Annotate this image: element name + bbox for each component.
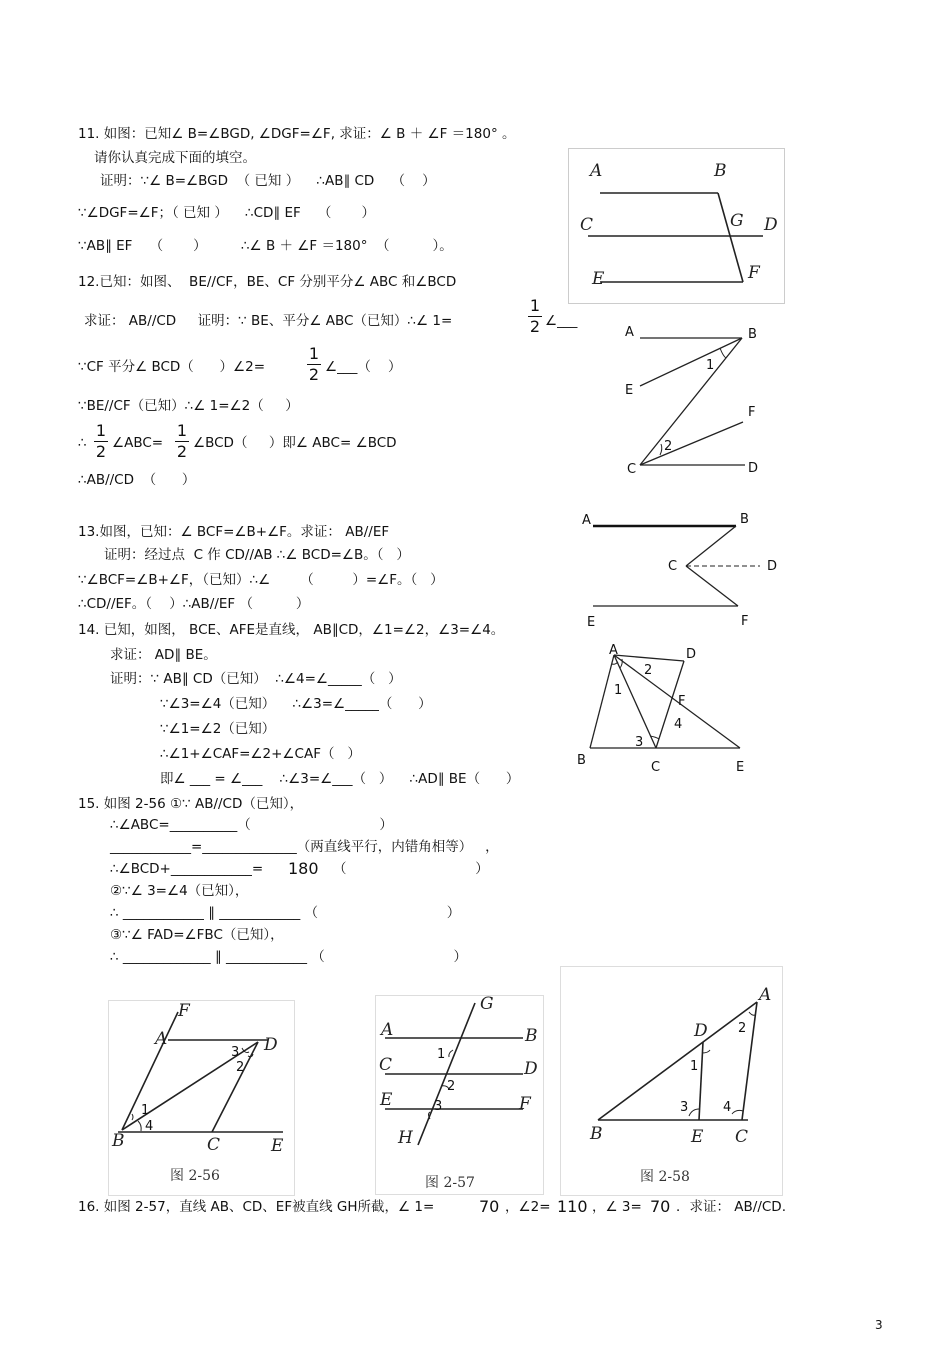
fig256-label-C: C (207, 1135, 221, 1155)
q11-label-B: B (714, 161, 727, 181)
fig256-label-F: F (178, 1001, 190, 1021)
q16-text-c: ，∠ 3= (592, 1199, 642, 1215)
q12-label-B: B (748, 327, 757, 342)
q13-line1: 13.如图，已知：∠ BCF=∠B+∠F。求证： AB//EF (78, 524, 390, 540)
fig256-label-D: D (264, 1035, 278, 1055)
fig258-label-2: 2 (738, 1021, 747, 1036)
q12-line1: 12.已知：如图、 BE//CF，BE、CF 分别平分∠ ABC 和∠BCD (78, 274, 457, 290)
q12-fraction-1 (528, 298, 542, 335)
fig257-label-2: 2 (447, 1079, 456, 1094)
q14-label-E: E (736, 760, 745, 775)
q14-label-1: 1 (614, 683, 623, 698)
q13-line4: ∴CD//EF。（ ）∴AB//EF （ ） (78, 596, 310, 612)
q15-line3: ____________=______________（两直线平行，内错角相等） ， (110, 839, 499, 855)
q12-label-2: 2 (664, 439, 673, 454)
q14-line2: 求证： AD∥ BE。 (110, 647, 217, 663)
q12-fraction-3 (94, 423, 108, 460)
q13-label-C: C (668, 559, 678, 574)
q11-label-E: E (592, 269, 605, 289)
fig256-caption: 图 2-56 (170, 1168, 220, 1184)
fig256-label-B: B (112, 1131, 125, 1151)
q14-line3: 证明：∵ AB∥ CD（已知） ∴∠4=∠_____（ ） (110, 671, 402, 687)
figure-2-56 (108, 1000, 296, 1196)
q13-label-A: A (582, 513, 591, 528)
fraction-denominator: 2 (95, 442, 107, 461)
q11-label-C: C (580, 215, 594, 235)
fig257-caption: 图 2-57 (425, 1175, 475, 1191)
q12-label-1: 1 (706, 358, 715, 373)
q14-label-4: 4 (674, 717, 683, 732)
q16-value-3: 70 (650, 1197, 671, 1216)
q13-label-D: D (767, 559, 778, 574)
q12-line2a: 求证： AB//CD 证明：∵ BE、平分∠ ABC（已知）∴∠ 1= (84, 313, 453, 329)
fig258-label-4: 4 (723, 1100, 732, 1115)
fig257-label-E: E (380, 1090, 393, 1110)
fig256-label-A: A (155, 1029, 168, 1049)
fig257-label-F: F (519, 1094, 531, 1114)
q12-fraction-4 (175, 423, 189, 460)
q11-label-A: A (590, 161, 603, 181)
q14-line5: ∵∠1=∠2（已知） (160, 721, 276, 737)
q16-value-2: 110 (557, 1197, 588, 1216)
fig256-label-3: 3 (231, 1045, 240, 1060)
q12-line4: ∵BE//CF（已知）∴∠ 1=∠2（ ） (78, 398, 299, 414)
fig257-label-A: A (381, 1020, 394, 1040)
q15-line4b: 180 (288, 859, 319, 878)
q14-label-3: 3 (635, 735, 644, 750)
fig257-label-D: D (524, 1059, 538, 1079)
q14-label-D: D (686, 647, 697, 662)
fig257-label-G: G (480, 995, 494, 1014)
q13-label-E: E (587, 615, 596, 630)
fig258-label-B: B (590, 1124, 603, 1144)
q13-figure (578, 506, 783, 631)
q11-label-F: F (748, 263, 760, 283)
fig256-label-2: 2 (236, 1060, 245, 1075)
fraction-numerator: 1 (95, 421, 107, 440)
q14-line1: 14. 已知，如图， BCE、AFE是直线， AB∥CD，∠1=∠2，∠3=∠4。 (78, 622, 505, 638)
q14-label-C: C (651, 760, 661, 775)
q12-label-D: D (748, 461, 759, 476)
q13-line3: ∵∠BCF=∠B+∠F，（已知）∴∠ （ ）=∠F。（ ） (78, 572, 444, 588)
q15-line5: ②∵∠ 3=∠4（已知）， (110, 883, 249, 899)
fig256-label-4: 4 (145, 1119, 154, 1134)
fig258-label-3: 3 (680, 1100, 689, 1115)
fig256-label-E: E (271, 1136, 284, 1156)
q14-line6: ∴∠1+∠CAF=∠2+∠CAF（ ） (160, 746, 361, 762)
q12-line3a: ∵CF 平分∠ BCD（ ）∠2= (78, 359, 266, 375)
fig258-label-A: A (759, 985, 772, 1005)
q12-line3b: ∠___（ ） (325, 359, 402, 375)
q13-label-F: F (741, 614, 749, 629)
q11-line5: ∵AB∥ EF （ ） ∴∠ B ＋ ∠F ＝180° （ ）。 (78, 238, 453, 254)
q11-figure (568, 148, 786, 304)
q11-label-D: D (764, 215, 778, 235)
q15-line2: ∴∠ABC=__________（ ） (110, 817, 393, 833)
q12-fraction-2 (307, 346, 321, 383)
fig258-label-E: E (691, 1127, 704, 1147)
q12-line2b: ∠___ (545, 313, 578, 329)
q11-line4: ∵∠DGF=∠F；（ 已知 ） ∴CD∥ EF （ ） (78, 205, 375, 221)
q12-label-F: F (748, 405, 756, 420)
q16-value-1: 70 (479, 1197, 500, 1216)
q12-label-C: C (627, 462, 637, 477)
q16-text-b: ，∠2= (505, 1199, 551, 1215)
figure-2-57 (375, 995, 545, 1195)
page-number: 3 (875, 1318, 883, 1332)
q15-line1: 15. 如图 2-56 ①∵ AB//CD（已知）， (78, 796, 304, 812)
q12-figure (615, 318, 775, 483)
fraction-denominator: 2 (308, 365, 320, 384)
q15-line8: ∴ _____________ ∥ ____________ （ ） (110, 949, 467, 965)
q14-label-A: A (609, 643, 618, 658)
q12-line5c: ∠BCD（ ）即∠ ABC= ∠BCD (193, 435, 397, 451)
fig257-label-C: C (379, 1055, 393, 1075)
q14-label-B: B (577, 753, 586, 768)
q16-text-d: ．求证： AB//CD. (676, 1199, 786, 1215)
q13-label-B: B (740, 512, 749, 527)
q12-line5b: ∠ABC= (112, 435, 164, 451)
q13-line2: 证明：经过点 C 作 CD//AB ∴∠ BCD=∠B。（ ） (104, 547, 410, 563)
fraction-numerator: 1 (176, 421, 188, 440)
q11-label-G: G (730, 211, 744, 231)
q15-line7: ③∵∠ FAD=∠FBC（已知）， (110, 927, 284, 943)
q14-label-2: 2 (644, 663, 653, 678)
fraction-denominator: 2 (176, 442, 188, 461)
q15-line4c: （ ） (333, 861, 489, 877)
fig257-label-B: B (525, 1026, 538, 1046)
q14-figure (574, 642, 759, 777)
q12-line6: ∴AB//CD （ ） (78, 472, 196, 488)
fig257-label-3: 3 (434, 1099, 443, 1114)
q11-line1: 11. 如图：已知∠ B=∠BGD, ∠DGF=∠F, 求证：∠ B ＋ ∠F ＝180° 。 (78, 126, 516, 142)
fig258-label-1: 1 (690, 1059, 699, 1074)
figure-2-58 (560, 966, 784, 1196)
q14-line4: ∵∠3=∠4（已知） ∴∠3=∠_____（ ） (160, 696, 432, 712)
q11-line2: 请你认真完成下面的填空。 (94, 150, 256, 166)
q14-line7: 即∠ ___ = ∠___ ∴∠3=∠___（ ） ∴AD∥ BE（ ） (160, 771, 520, 787)
fraction-numerator: 1 (308, 344, 320, 363)
q11-line3: 证明：∵∠ B=∠BGD （ 已知 ） ∴AB∥ CD （ ） (100, 173, 436, 189)
q15-line6: ∴ ____________ ∥ ____________ （ ） (110, 905, 461, 921)
fig257-label-H: H (398, 1128, 413, 1148)
fig258-caption: 图 2-58 (640, 1169, 690, 1185)
fig258-label-C: C (735, 1127, 749, 1147)
q12-line5a: ∴ (78, 435, 87, 451)
fig256-label-1: 1 (141, 1103, 150, 1118)
fraction-numerator: 1 (529, 296, 541, 315)
fig258-label-D: D (694, 1021, 708, 1041)
fig257-label-1: 1 (437, 1047, 446, 1062)
q15-line4a: ∴∠BCD+____________= (110, 861, 264, 877)
q12-label-A: A (625, 325, 634, 340)
q16-text-a: 16. 如图 2-57，直线 AB、CD、EF被直线 GH所截，∠ 1= (78, 1199, 435, 1215)
fraction-denominator: 2 (529, 317, 541, 336)
q12-label-E: E (625, 383, 634, 398)
q14-label-F: F (678, 694, 686, 709)
